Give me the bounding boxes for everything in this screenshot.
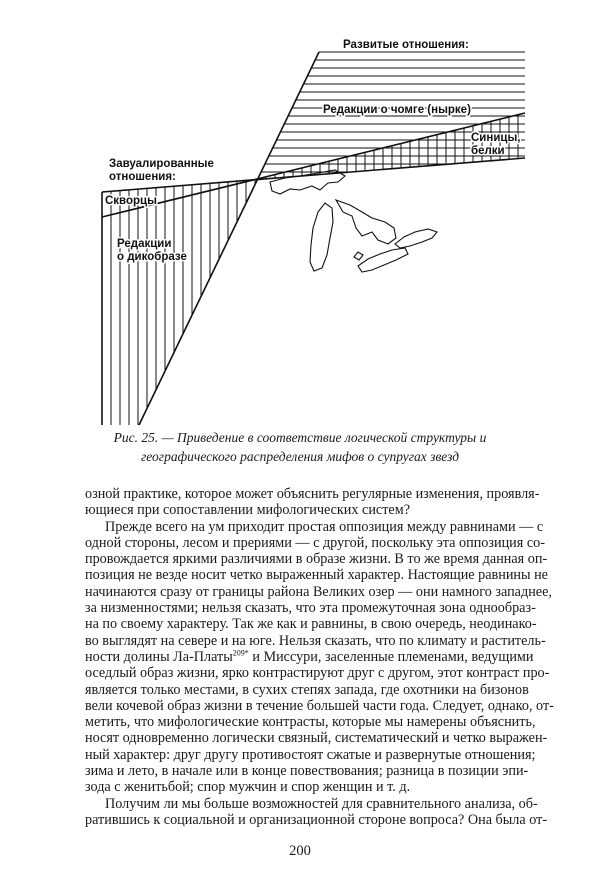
lake-st-clair-outline (354, 252, 363, 260)
page-number: 200 (289, 843, 311, 859)
body-text (85, 486, 554, 828)
text-line: ратившись к социальной и организационной стороне вопроса? Она была от- (85, 811, 548, 828)
great-lakes-map (270, 170, 437, 272)
text-line: вели кочевой образ жизни в течение большей части года. Следует, однако, от- (85, 697, 554, 714)
text-line: ный характер: друг другу противостоят сжатые и развернутые отношения; (85, 746, 536, 763)
text-line: метить, что мифологические контрасты, которые мы намерены объяснить, (85, 714, 536, 731)
text-line: озной практике, которое может объяснить регулярные изменения, проявля- (85, 486, 540, 502)
text-segment: ности долины Ла-Платы (85, 648, 233, 665)
text-line: позиция не везде носит четко выраженный характер. Настоящие равнины не (85, 567, 548, 584)
text-line: носят одновременно логически связный, систематический и четко выражен- (85, 730, 548, 747)
text-line: во выглядят на севере и на юге. Нельзя сказать, что по климату и раститель- (85, 632, 546, 649)
label-starlings: Скворцы (105, 195, 157, 207)
text-line: зода с женитьбой; спор мужчин и спор женщин и т. д. (85, 779, 411, 796)
label-tits: Синицы, (471, 132, 521, 144)
text-line: провождается яркими различиями в образе жизни. В то же время данная оп- (85, 551, 548, 568)
label-grebe-versions: Редакции о чомге (нырке) (323, 104, 471, 116)
label-porcupine-2: о дикобразе (117, 251, 187, 263)
lake-michigan-outline (310, 203, 333, 271)
footnote-ref[interactable]: 209* (232, 648, 249, 658)
lake-ontario-outline (395, 229, 437, 248)
text-line: за низменностями; нельзя сказать, что эта промежуточная зона однообраз- (85, 600, 536, 617)
label-porcupine-1: Редакции (117, 238, 172, 250)
myth-distribution-diagram (0, 0, 600, 430)
text-line: ющиеся при сопоставлении мифологических систем? (85, 502, 410, 519)
text-segment: и Миссури, заселенные племенами, ведущими (248, 648, 534, 665)
lake-erie-outline (358, 248, 408, 272)
lake-huron-outline (336, 200, 396, 244)
text-line: Получим ли мы больше возможностей для сравнительного анализа, об- (105, 795, 538, 812)
caption-line: географического распределения мифов о супругах звезд (140, 449, 460, 464)
figure-caption (60, 428, 540, 466)
label-developed-relations: Развитые отношения: (343, 39, 469, 51)
text-line: начинаются сразу от границы района Великих озер — они намного западнее, (85, 583, 552, 600)
caption-line: Рис. 25. — Приведение в соответствие логической структуры и (113, 430, 487, 445)
text-line: зима и лето, в начале или в конце повествования; разница в позиции эпи- (85, 763, 529, 780)
label-veiled-relations-2: отношения: (109, 171, 176, 183)
text-line (85, 648, 534, 665)
label-squirrels: белки (471, 145, 505, 157)
text-line: Прежде всего на ум приходит простая оппозиция между равнинами — с (105, 518, 544, 535)
label-veiled-relations-1: Завуалированные (109, 158, 214, 170)
text-line: на по своему характеру. Так же как и равнины, в свою очередь, неодинако- (85, 616, 537, 633)
text-line: оседлый образ жизни, ярко контрастируют друг с другом, этот контраст про- (85, 665, 550, 682)
text-line: является только местами, в сухих степях запада, где охотники на бизонов (85, 681, 529, 698)
text-line: одной стороны, лесом и прериями — с другой, поскольку эта оппозиция со- (85, 534, 545, 551)
